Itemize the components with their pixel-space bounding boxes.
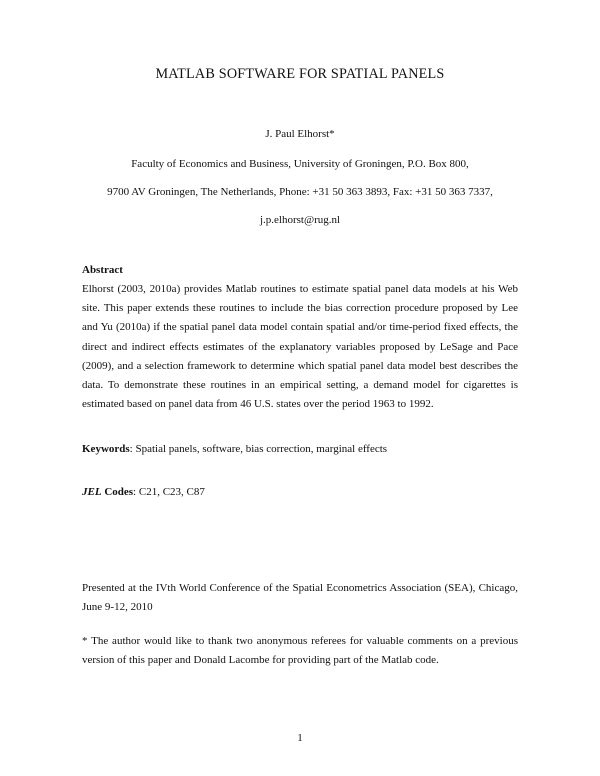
acknowledgement-footnote: * The author would like to thank two anonymous referees for valuable comments on a previous version of this paper and Donald Lacombe for providing part of the Matlab code. (82, 635, 518, 667)
presented-note: Presented at the IVth World Conference of the Spatial Econometrics Association (SEA), Chicago, June 9-12, 2010 (82, 582, 518, 614)
abstract-heading: Abstract (82, 264, 123, 276)
keywords-text: : Spatial panels, software, bias correction, marginal effects (129, 443, 388, 455)
abstract-text: Elhorst (2003, 2010a) provides Matlab routines to estimate spatial panel data models at his Web site. This paper extends these routines to include the bias correction procedure proposed by Lee and Yu (2010a) if the spatial panel data model contain spatial and/or time-period fixed effects, the direct and indirect effects estimates of the explanatory variables proposed by LeSage and Pace (2009), and a selection framework to determine which spatial panel data model best describes the data. To demonstrate these routines in an empirical setting, a demand model for cigarettes is estimated based on panel data from 46 U.S. states over the period 1963 to 1992. (82, 283, 518, 411)
author-email: j.p.elhorst@rug.nl (259, 214, 341, 226)
keywords-label: Keywords (82, 443, 130, 455)
affiliation-line-1: Faculty of Economics and Business, University of Groningen, P.O. Box 800, (131, 158, 469, 170)
jel-codes-line (82, 486, 518, 498)
author-name: J. Paul Elhorst* (265, 128, 335, 140)
jel-label-italic: JEL (82, 486, 102, 498)
jel-codes-label (82, 486, 133, 498)
paper-title: MATLAB SOFTWARE FOR SPATIAL PANELS (155, 66, 445, 82)
keywords-line (82, 443, 518, 455)
page-number: 1 (297, 732, 303, 744)
affiliation-line-2: 9700 AV Groningen, The Netherlands, Phone: +31 50 363 3893, Fax: +31 50 363 7337, (107, 186, 493, 198)
jel-label-rest: Codes (101, 486, 134, 498)
jel-codes-text: : C21, C23, C87 (133, 486, 205, 498)
